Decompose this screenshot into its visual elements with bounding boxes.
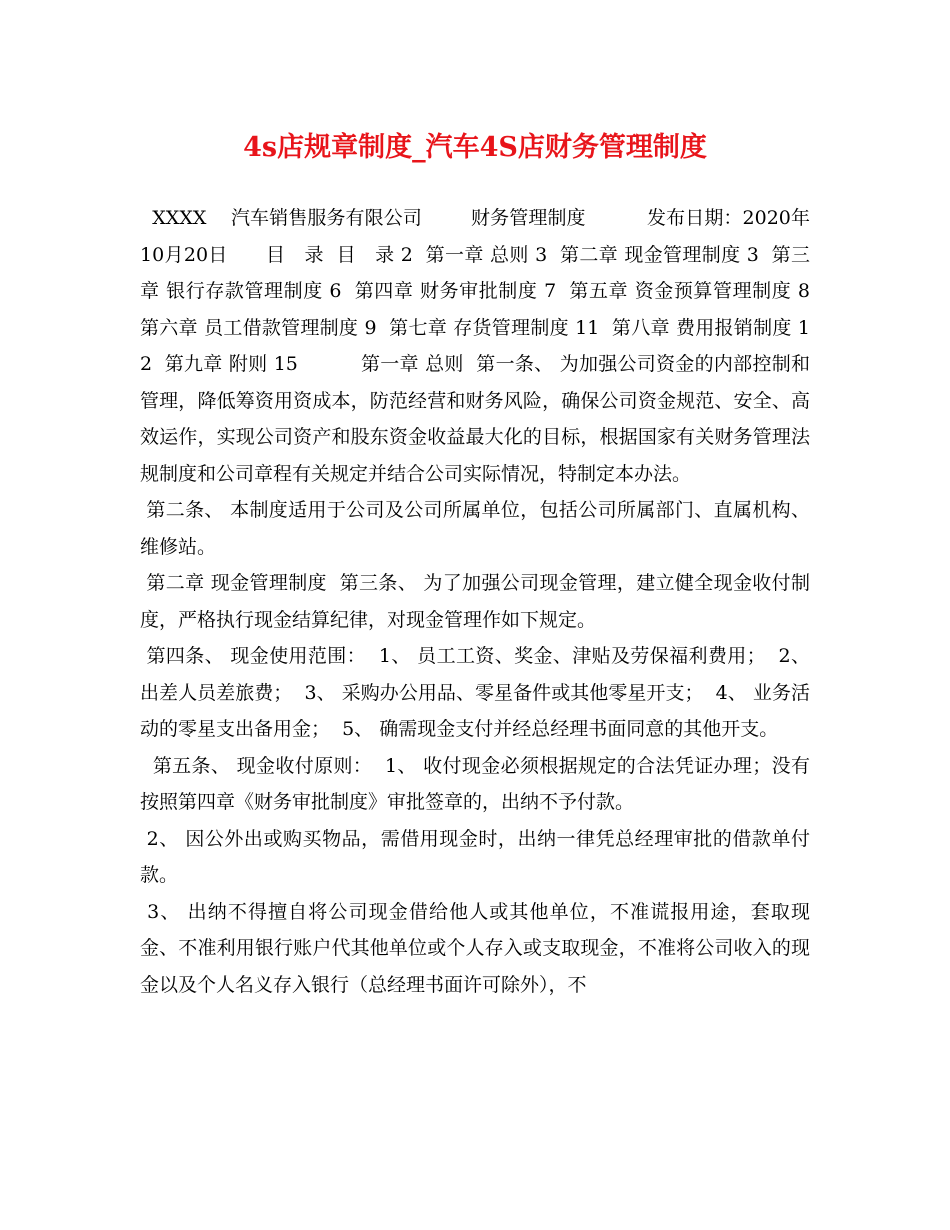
paragraph-article-5-item-3: 3、 出纳不得擅自将公司现金借给他人或其他单位，不准谎报用途，套取现金、不准利用银行账户代其他单位或个人存入或支取现金，不准将公司收入的现金以及个人名义存入银行（总经理书面许可除外），不	[140, 900, 810, 996]
paragraph-article-4: 第四条、 现金使用范围： 1、 员工工资、奖金、津贴及劳保福利费用； 2、 出差人员差旅费； 3、 采购办公用品、零星备件或其他零星开支； 4、 业务活动的零星支出备用金； 5、 确需现金支付并经总经理书面同意的其他开支。	[140, 645, 817, 740]
paragraph-chapter2-article-3: 第二章 现金管理制度 第三条、 为了加强公司现金管理，建立健全现金收付制度，严格执行现金结算纪律，对现金管理作如下规定。	[140, 572, 810, 631]
paragraph-article-5: 第五条、 现金收付原则： 1、 收付现金必须根据规定的合法凭证办理；没有按照第四章《财务审批制度》审批签章的，出纳不予付款。	[140, 754, 810, 813]
paragraph-article-5-item-2: 2、 因公外出或购买物品，需借用现金时，出纳一律凭总经理审批的借款单付款。	[140, 827, 810, 886]
paragraph-intro-toc-chapter1: XXXX 汽车销售服务有限公司 财务管理制度 发布日期：2020年10月20日 目 录 目 录 2 第一章 总则 3 第二章 现金管理制度 3 第三章 银行存款管理制度 6 第四章 财务审批制度 7 第五章 资金预算管理制度 8 第六章 员工借款管理制度 9 第七章 存货管理制度 11 第八章 费用报销制度 12 第九章 附则 15 第一章 总则 第一条、 为加强公司资金的内部控制和管理，降低筹资用资成本，防范经营和财务风险，确保公司资金规范、安全、高效运作，实现公司资产和股东资金收益最大化的目标，根据国家有关财务管理法规制度和公司章程有关规定并结合公司实际情况，特制定本办法。	[140, 207, 823, 485]
document-body	[140, 200, 823, 1003]
document-title: 4s店规章制度_汽车4S店财务管理制度	[243, 132, 707, 163]
paragraph-article-2: 第二条、 本制度适用于公司及公司所属单位，包括公司所属部门、直属机构、维修站。	[140, 499, 810, 558]
